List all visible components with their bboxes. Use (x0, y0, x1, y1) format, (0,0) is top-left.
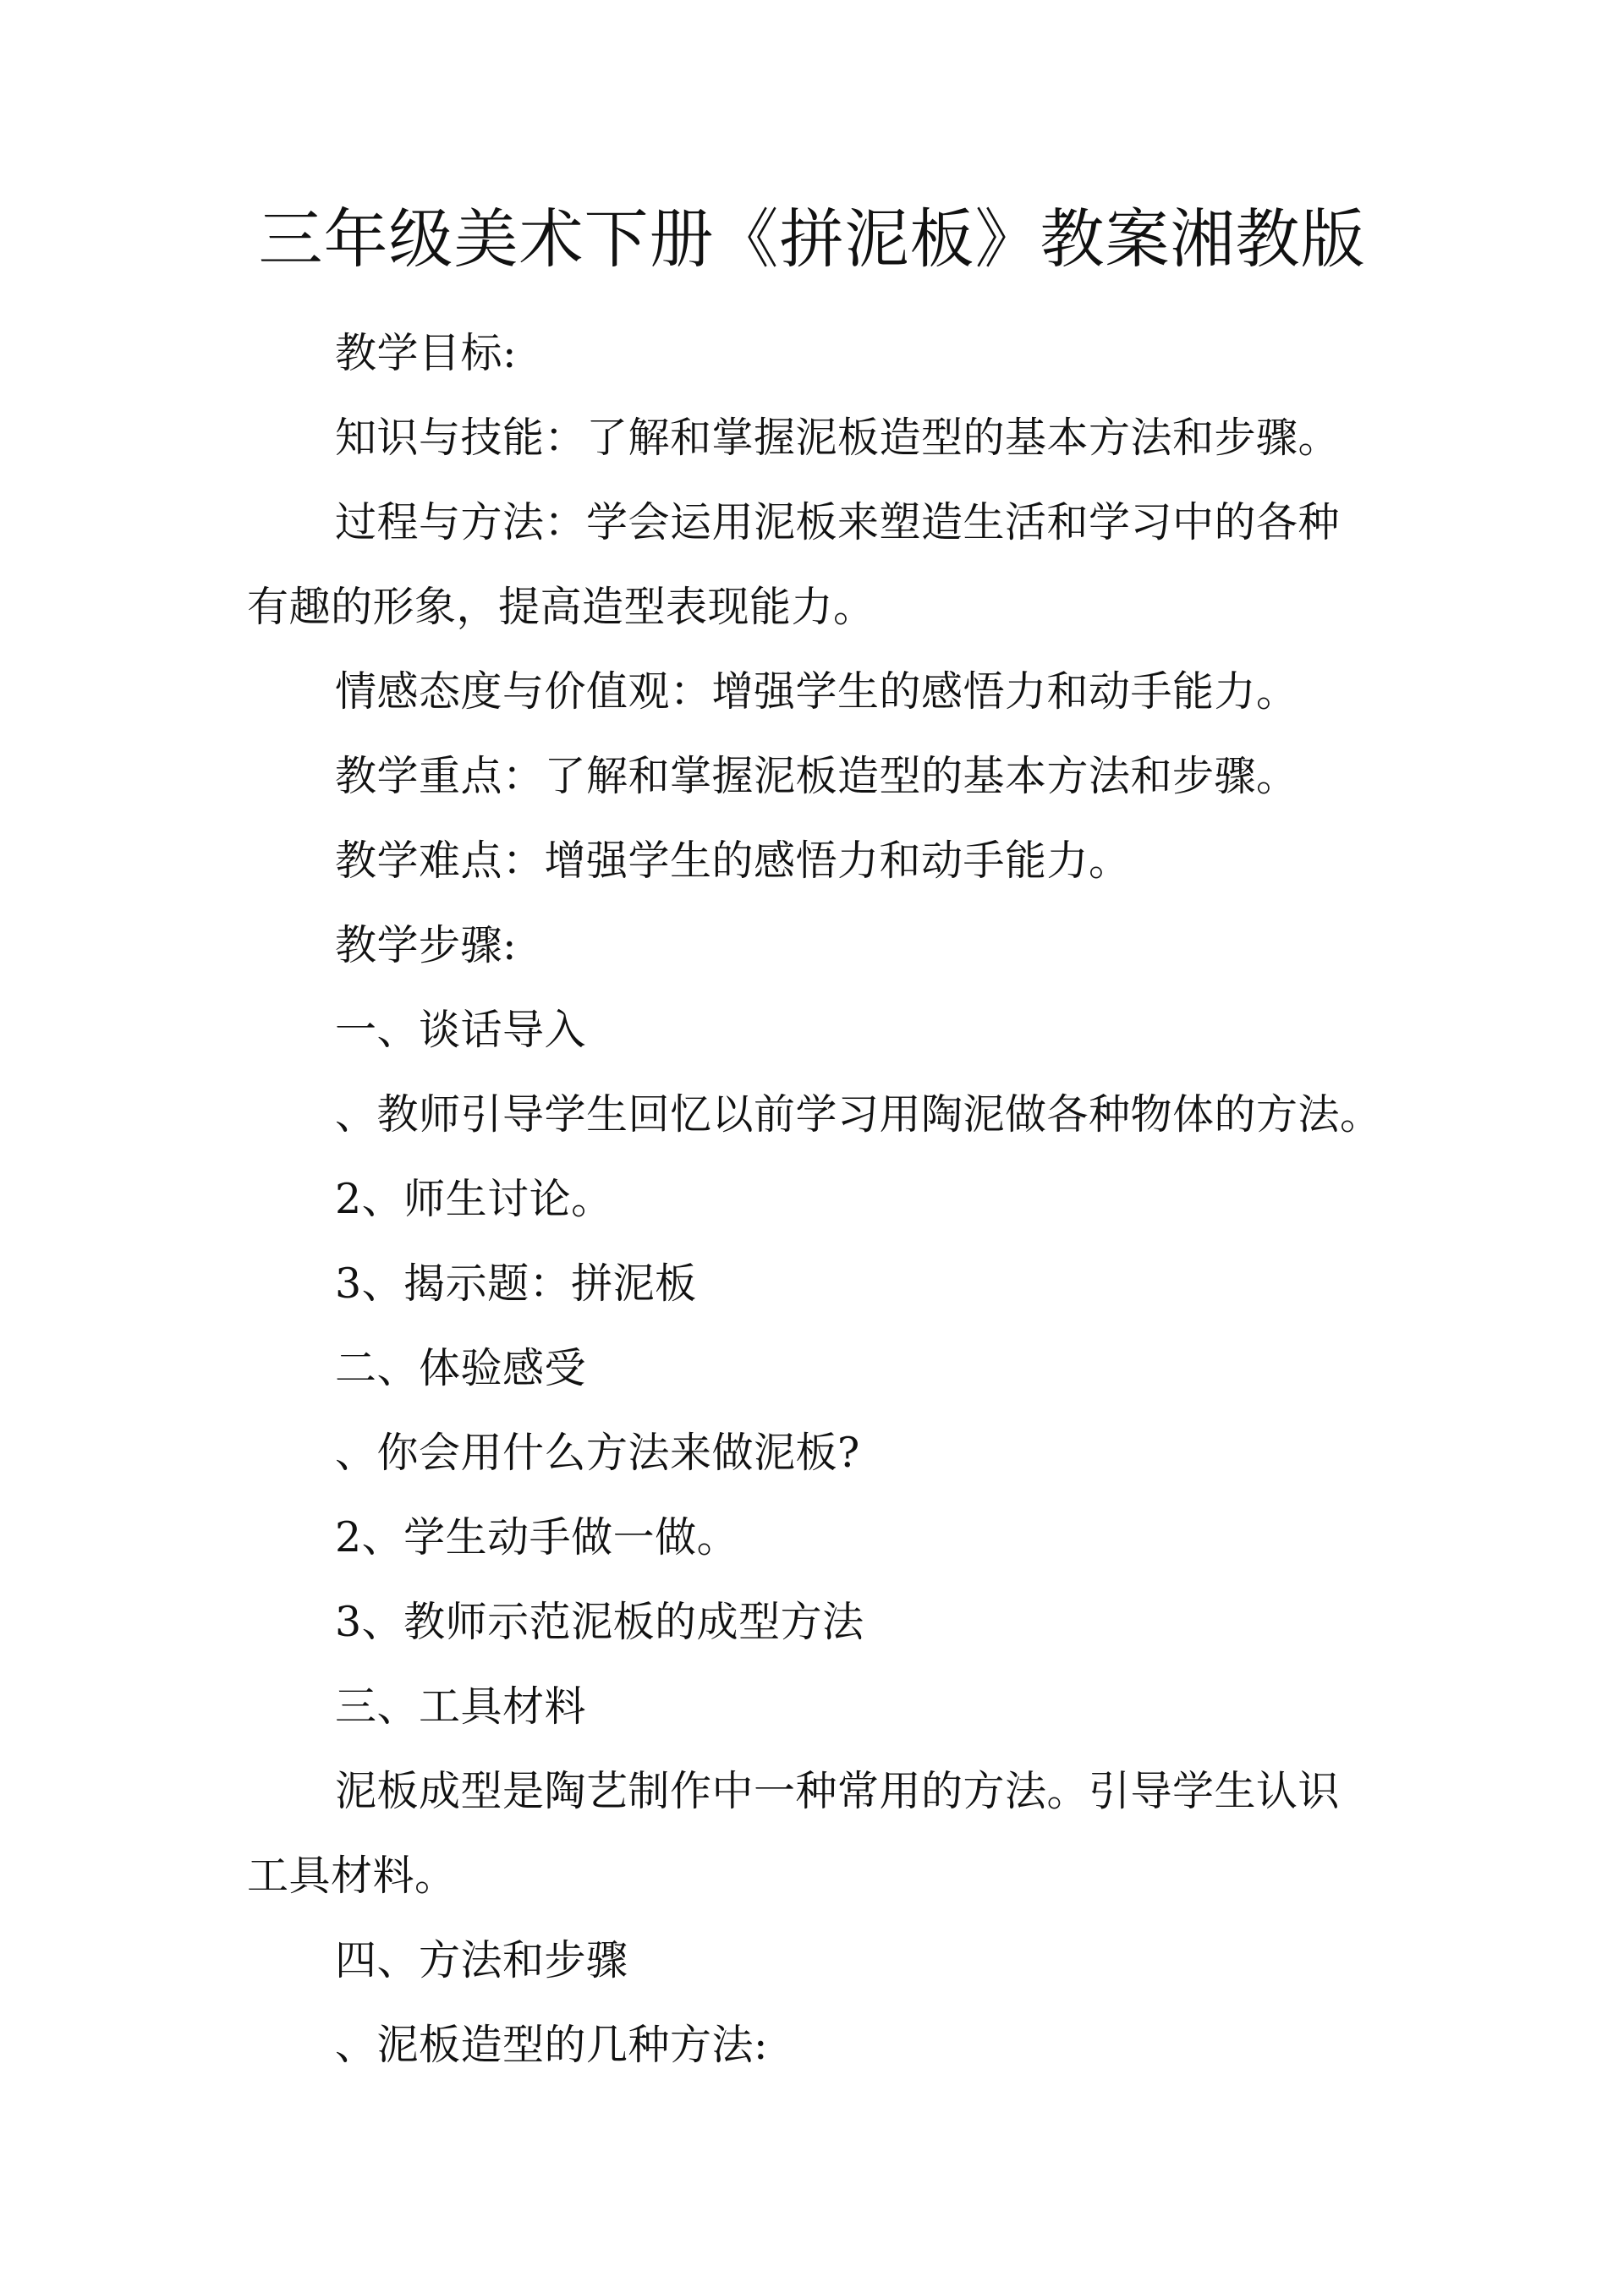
text-line: 工具材料。 (247, 1852, 457, 1900)
text-line: 一、谈话导入 (335, 1006, 587, 1054)
text-line: 教学重点：了解和掌握泥板造型的基本方法和步骤。 (335, 752, 1298, 800)
text-line: 三、工具材料 (335, 1682, 587, 1731)
text-line: 2、学生动手做一做。 (335, 1513, 739, 1561)
text-line: 2、师生讨论。 (335, 1175, 613, 1223)
text-line: 有趣的形象，提高造型表现能力。 (247, 583, 875, 631)
text-line: 四、方法和步骤 (335, 1936, 628, 1984)
text-line: 、泥板造型的几种方法: (335, 2021, 769, 2069)
text-line: 二、体验感受 (335, 1344, 587, 1392)
text-line: 教学步骤: (335, 921, 518, 969)
document-title: 三年级美术下册《拼泥板》教案湘教版 (258, 201, 1366, 277)
text-line: 、教师引导学生回忆以前学习用陶泥做各种物体的方法。 (335, 1090, 1382, 1139)
text-line: 教学目标: (335, 329, 518, 377)
text-line: 、你会用什么方法来做泥板? (335, 1429, 860, 1477)
text-line: 过程与方法：学会运用泥板来塑造生活和学习中的各种 (335, 498, 1341, 546)
text-line: 3、教师示范泥板的成型方法 (335, 1598, 864, 1646)
text-line: 3、揭示题：拼泥板 (335, 1260, 697, 1308)
text-line: 泥板成型是陶艺制作中一种常用的方法。引导学生认识 (335, 1767, 1341, 1815)
text-line: 教学难点：增强学生的感悟力和动手能力。 (335, 837, 1131, 885)
text-line: 知识与技能：了解和掌握泥板造型的基本方法和步骤。 (335, 414, 1341, 462)
text-line: 情感态度与价值观：增强学生的感悟力和动手能力。 (335, 667, 1298, 716)
